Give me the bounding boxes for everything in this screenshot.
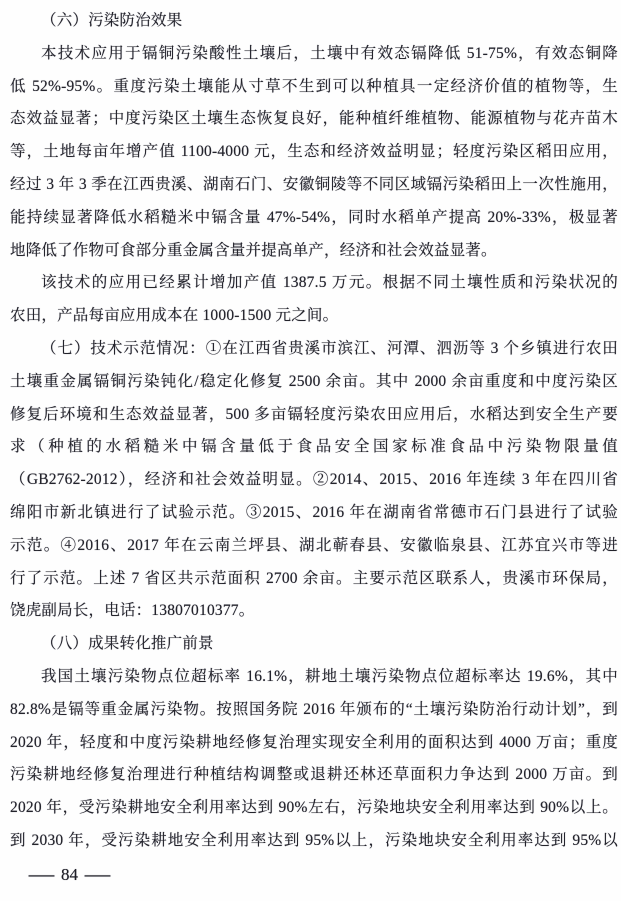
paragraph-line: 本技术应用于镉铜污染酸性土壤后，土壤中有效态镉降低 51-75%，有效态铜降 xyxy=(41,44,618,62)
paragraph-line: 示范。④2016、2017 年在云南兰坪县、湖北蕲春县、安徽临泉县、江苏宜兴市等进 xyxy=(10,536,618,554)
paragraph-line: 行了示范。上述 7 省区共示范面积 2700 余亩。主要示范区联系人，贵溪市环保局， xyxy=(10,569,618,587)
document-text-block xyxy=(10,5,618,858)
paragraph-line: 该技术的应用已经累计增加产值 1387.5 万元。根据不同土壤性质和污染状况的 xyxy=(41,274,618,292)
paragraph-line: 能持续显著降低水稻糙米中镉含量 47%-54%，同时水稻单产提高 20%-33%，极显著 xyxy=(10,208,618,226)
paragraph-line: （GB2762-2012），经济和社会效益明显。②2014、2015、2016 年连续 3 年在四川省 xyxy=(10,471,618,489)
paragraph-line: 2020 年，受污染耕地安全利用率达到 90%左右，污染地块安全利用率达到 90%以上。 xyxy=(10,799,618,817)
page-footer xyxy=(28,862,111,888)
paragraph-line: 地降低了作物可食部分重金属含量并提高单产，经济和社会效益显著。 xyxy=(10,241,497,259)
paragraph-line: 污染耕地经修复治理进行种植结构调整或退耕还林还草面积力争达到 2000 万亩。到 xyxy=(10,766,618,784)
page-number: 84 xyxy=(61,865,78,884)
section-6-heading: （六）污染防治效果 xyxy=(41,12,183,29)
section-8-heading: （八）成果转化推广前景 xyxy=(41,635,214,653)
paragraph-line: 2020 年，轻度和中度污染耕地经修复治理实现安全利用的面积达到 4000 万亩；重度 xyxy=(10,733,618,751)
paragraph-line: 饶虎副局长，电话：13807010377。 xyxy=(10,602,255,620)
paragraph-line: 我国土壤污染物点位超标率 16.1%，耕地土壤污染物点位超标率达 19.6%，其中 xyxy=(41,667,618,685)
paragraph-line: 绵阳市新北镇进行了试验示范。③2015、2016 年在湖南省常德市石门县进行了试验 xyxy=(10,503,618,521)
paragraph-line: 修复后环境和生态效益显著，500 多亩镉轻度污染农田应用后，水稻达到安全生产要 xyxy=(10,405,618,423)
paragraph-line: 经过 3 年 3 季在江西贵溪、湖南石门、安徽铜陵等不同区域镉污染稻田上一次性施用， xyxy=(10,175,618,193)
section-7-heading-line: （七）技术示范情况：①在江西省贵溪市滨江、河潭、泗沥等 3 个乡镇进行农田 xyxy=(41,339,618,357)
paragraph-line: 到 2030 年，受污染耕地安全利用率达到 95%以上，污染地块安全利用率达到 95%以 xyxy=(10,831,618,849)
paragraph-line: 低 52%-95%。重度污染土壤能从寸草不生到可以种植具一定经济价值的植物等，生 xyxy=(10,77,618,95)
paragraph-line: 82.8%是镉等重金属污染物。按照国务院 2016 年颁布的“土壤污染防治行动计划”，到 xyxy=(10,700,618,718)
paragraph-line: 等，土地每亩年增产值 1100-4000 元，生态和经济效益明显；轻度污染区稻田应用， xyxy=(10,143,618,161)
paragraph-line: 态效益显著；中度污染区土壤生态恢复良好，能种植纤维植物、能源植物与花卉苗木 xyxy=(10,110,618,128)
paragraph-line: 农田，产品每亩应用成本在 1000-1500 元之间。 xyxy=(10,307,339,325)
footer-right-dash: — xyxy=(84,865,111,884)
paragraph-line: 求（种植的水稻糙米中镉含量低于食品安全国家标准食品中污染物限量值 xyxy=(10,438,618,456)
footer-left-dash: — xyxy=(28,865,55,884)
paragraph-line: 土壤重金属镉铜污染钝化/稳定化修复 2500 余亩。其中 2000 余亩重度和中度污染区 xyxy=(10,372,618,390)
